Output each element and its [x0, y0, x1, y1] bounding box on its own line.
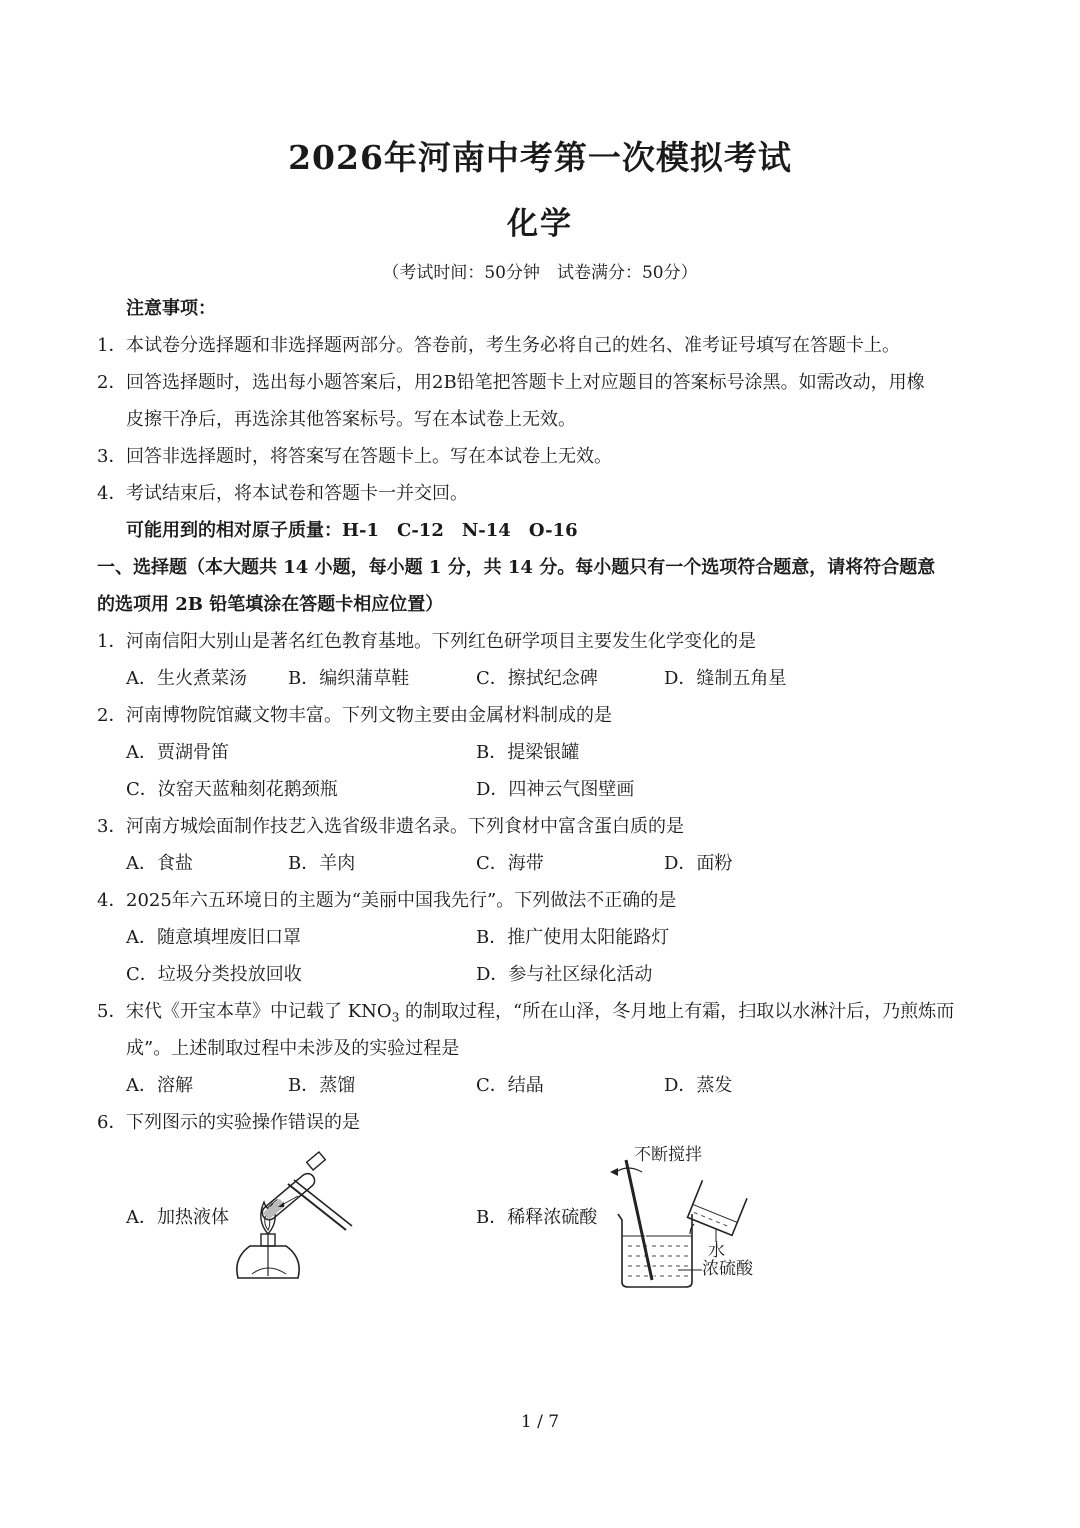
question-stem: [126, 1000, 954, 1030]
question-number: 4．: [97, 890, 127, 911]
test-tube: [259, 1171, 317, 1223]
stem-text: 宋代《开宝本草》中记载了 KNO: [126, 1001, 392, 1022]
holder-clip: [307, 1152, 326, 1170]
formula-subscript: 3: [391, 1010, 400, 1025]
note-text-continued: 皮擦干净后，再选涂其他答案标号。写在本试卷上无效。: [126, 409, 576, 430]
option-b: B．编织蒲草鞋: [288, 668, 410, 689]
question-stem-continued: 成”。上述制取过程中未涉及的实验过程是: [126, 1038, 460, 1059]
option-d: D．蒸发: [664, 1075, 733, 1096]
section-heading: 一、选择题（本大题共 14 小题，每小题 1 分，共 14 分。每小题只有一个选项符合题意，请将符合题意: [97, 557, 936, 578]
note-number: 4．: [97, 483, 127, 504]
option-c: C．垃圾分类投放回收: [126, 964, 302, 985]
notes-heading: 注意事项：: [126, 298, 216, 319]
note-number: 2．: [97, 372, 127, 393]
note-number: 1．: [97, 335, 127, 356]
exam-info: （考试时间：50分钟 试卷满分：50分）: [382, 263, 698, 283]
heating-liquid-figure: [228, 1150, 358, 1282]
question-stem: 下列图示的实验操作错误的是: [126, 1112, 360, 1133]
subject-title: 化学: [507, 206, 573, 242]
option-a: A．食盐: [126, 853, 193, 874]
stem-text: 的制取过程，“所在山泽，冬月地上有霜，扫取以水淋汁后，乃煎炼而: [399, 1001, 955, 1022]
stir-label: 不断搅拌: [634, 1145, 702, 1165]
option-a: A．贾湖骨笛: [126, 742, 229, 763]
option-b: B．稀释浓硫酸: [476, 1207, 598, 1228]
page-number: 1 / 7: [520, 1412, 560, 1432]
option-c: C．结晶: [476, 1075, 544, 1096]
note-text: 回答非选择题时，将答案写在答题卡上。写在本试卷上无效。: [126, 446, 612, 467]
lamp-liquid: [252, 1268, 286, 1274]
exam-title: 2026年河南中考第一次模拟考试: [288, 138, 792, 177]
liquid-dashes: [628, 1246, 688, 1276]
option-c: C．汝窑天蓝釉刻花鹅颈瓶: [126, 779, 338, 800]
question-number: 2．: [97, 705, 127, 726]
question-number: 1．: [97, 631, 127, 652]
section-heading-continued: 的选项用 2B 铅笔填涂在答题卡相应位置）: [97, 594, 444, 615]
question-number: 5．: [97, 1001, 127, 1022]
acid-label: 浓硫酸: [702, 1259, 753, 1279]
option-c: C．海带: [476, 853, 544, 874]
option-d: D．缝制五角星: [664, 668, 787, 689]
note-text: 考试结束后，将本试卷和答题卡一并交回。: [126, 483, 468, 504]
option-c: C．擦拭纪念碑: [476, 668, 598, 689]
option-d: D．四神云气图壁画: [476, 779, 635, 800]
question-number: 3．: [97, 816, 127, 837]
glass-rod: [626, 1160, 652, 1280]
dilute-acid-figure: [598, 1142, 778, 1292]
option-a: A．加热液体: [126, 1207, 229, 1228]
option-b: B．推广使用太阳能路灯: [476, 927, 670, 948]
note-number: 3．: [97, 446, 127, 467]
option-a: A．生火煮菜汤: [126, 668, 247, 689]
option-b: B．羊肉: [288, 853, 356, 874]
question-number: 6．: [97, 1112, 127, 1133]
question-stem: 河南方城烩面制作技艺入选省级非遗名录。下列食材中富含蛋白质的是: [126, 816, 684, 837]
tube-holder-arm: [294, 1180, 352, 1226]
option-b: B．蒸馏: [288, 1075, 356, 1096]
tube-holder: [288, 1184, 346, 1230]
question-stem: 河南博物院馆藏文物丰富。下列文物主要由金属材料制成的是: [126, 705, 612, 726]
atomic-mass-line: 可能用到的相对原子质量：H-1 C-12 N-14 O-16: [126, 520, 578, 541]
note-text: 回答选择题时，选出每小题答案后，用2B铅笔把答题卡上对应题目的答案标号涂黑。如需改动，用橡: [126, 372, 925, 393]
question-stem: 河南信阳大别山是著名红色教育基地。下列红色研学项目主要发生化学变化的是: [126, 631, 756, 652]
pouring-cup: [688, 1180, 747, 1235]
option-d: D．参与社区绿化活动: [476, 964, 653, 985]
question-stem: 2025年六五环境日的主题为“美丽中国我先行”。下列做法不正确的是: [126, 890, 677, 911]
stir-arrow-head-icon: [610, 1168, 618, 1176]
note-text: 本试卷分选择题和非选择题两部分。答卷前，考生务必将自己的姓名、准考证号填写在答题卡上。: [126, 335, 900, 356]
option-a: A．溶解: [126, 1075, 193, 1096]
water-label: 水: [708, 1241, 725, 1261]
option-d: D．面粉: [664, 853, 733, 874]
option-b: B．提梁银罐: [476, 742, 580, 763]
option-a: A．随意填埋废旧口罩: [126, 927, 301, 948]
